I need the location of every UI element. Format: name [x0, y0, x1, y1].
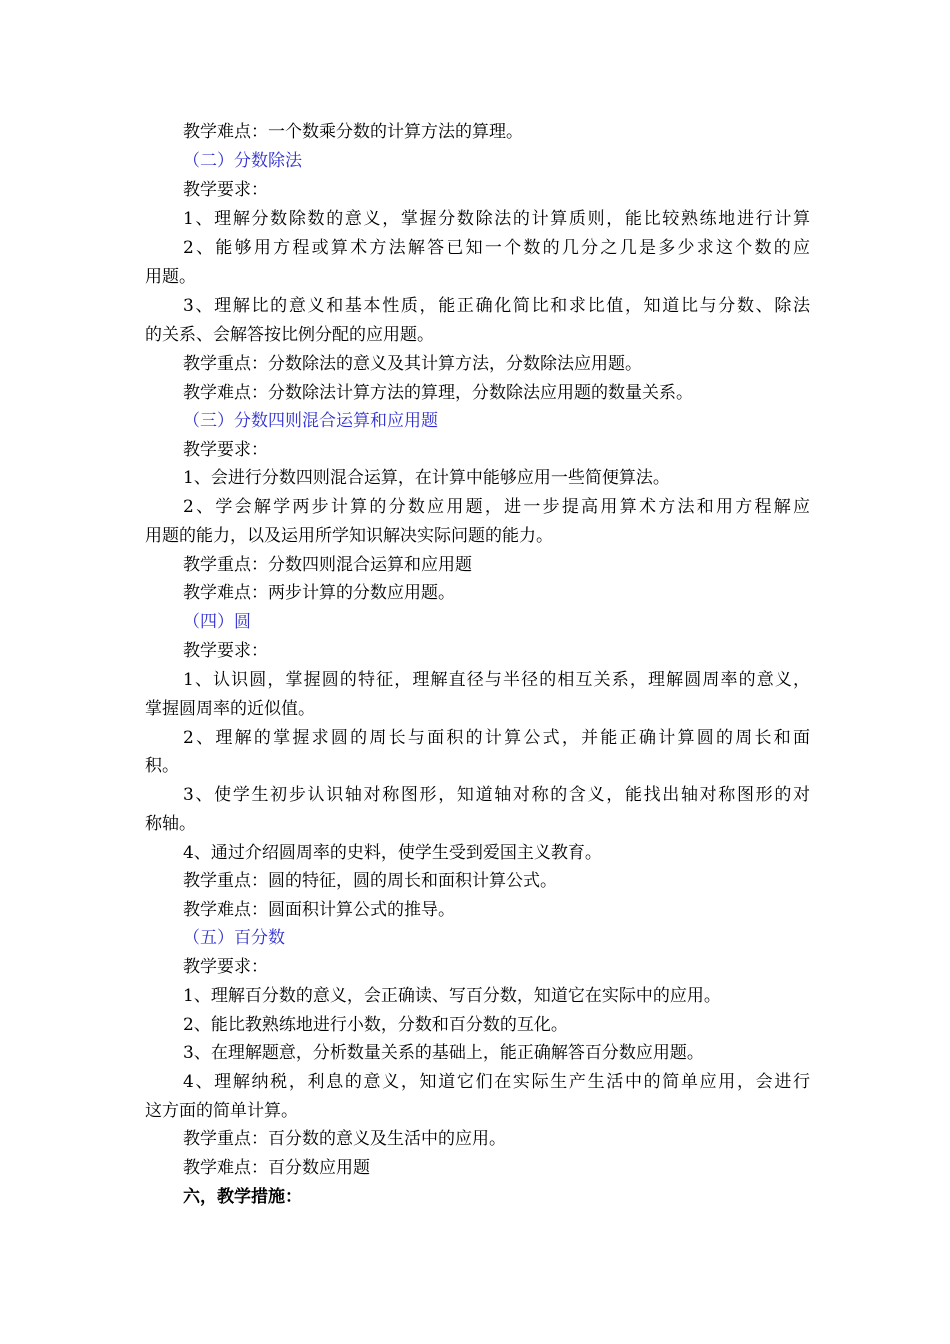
text-line: 教学难点：百分数应用题	[183, 1158, 370, 1178]
text-line: 教学重点：百分数的意义及生活中的应用。	[183, 1129, 506, 1149]
text-line: 教学要求：	[183, 440, 268, 460]
text-line: 称轴。	[145, 814, 196, 834]
text-line: 2、理解的掌握求圆的周长与面积的计算公式，并能正确计算圆的周长和面	[183, 728, 810, 748]
section-title: 六，教学措施：	[183, 1187, 302, 1207]
text-line: 2、能够用方程或算术方法解答已知一个数的几分之几是多少求这个数的应	[183, 238, 810, 258]
text-line: 3、在理解题意，分析数量关系的基础上，能正确解答百分数应用题。	[183, 1043, 704, 1063]
text-line: 1、理解分数除数的意义，掌握分数除法的计算质则，能比较熟练地进行计算	[183, 209, 810, 229]
text-line: 4、理解纳税，利息的意义，知道它们在实际生产生活中的简单应用，会进行	[183, 1072, 810, 1092]
text-line: 这方面的简单计算。	[145, 1101, 298, 1121]
text-line: 1、认识圆，掌握圆的特征，理解直径与半径的相互关系，理解圆周率的意义，	[183, 670, 810, 690]
text-line: 用题。	[145, 267, 196, 287]
text-line: 1、会进行分数四则混合运算，在计算中能够应用一些简便算法。	[183, 468, 670, 488]
section-heading: （四）圆	[183, 612, 251, 632]
text-line: 用题的能力，以及运用所学知识解决实际问题的能力。	[145, 526, 553, 546]
text-line: 教学要求：	[183, 180, 268, 200]
text-line: 1、理解百分数的意义，会正确读、写百分数，知道它在实际中的应用。	[183, 986, 721, 1006]
text-line: 教学重点：圆的特征，圆的周长和面积计算公式。	[183, 871, 557, 891]
text-line: 教学难点：两步计算的分数应用题。	[183, 583, 455, 603]
text-line: 的关系、会解答按比例分配的应用题。	[145, 325, 434, 345]
section-heading: （三）分数四则混合运算和应用题	[183, 411, 438, 431]
text-line: 教学要求：	[183, 957, 268, 977]
text-line: 2、能比教熟练地进行小数，分数和百分数的互化。	[183, 1015, 568, 1035]
section-heading: （五）百分数	[183, 928, 285, 948]
text-line: 教学要求：	[183, 641, 268, 661]
text-line: 教学重点：分数四则混合运算和应用题	[183, 555, 472, 575]
text-line: 3、理解比的意义和基本性质，能正确化简比和求比值，知道比与分数、除法	[183, 296, 810, 316]
text-line: 2、学会解学两步计算的分数应用题，进一步提高用算术方法和用方程解应	[183, 497, 810, 517]
text-line: 教学重点：分数除法的意义及其计算方法，分数除法应用题。	[183, 354, 642, 374]
text-line: 4、通过介绍圆周率的史料，使学生受到爱国主义教育。	[183, 843, 602, 863]
text-line: 教学难点：一个数乘分数的计算方法的算理。	[183, 122, 523, 142]
text-line: 教学难点：圆面积计算公式的推导。	[183, 900, 455, 920]
text-line: 3、使学生初步认识轴对称图形，知道轴对称的含义，能找出轴对称图形的对	[183, 785, 810, 805]
text-line: 掌握圆周率的近似值。	[145, 699, 315, 719]
section-heading: （二）分数除法	[183, 151, 302, 171]
text-line: 积。	[145, 756, 179, 776]
text-line: 教学难点：分数除法计算方法的算理，分数除法应用题的数量关系。	[183, 383, 693, 403]
